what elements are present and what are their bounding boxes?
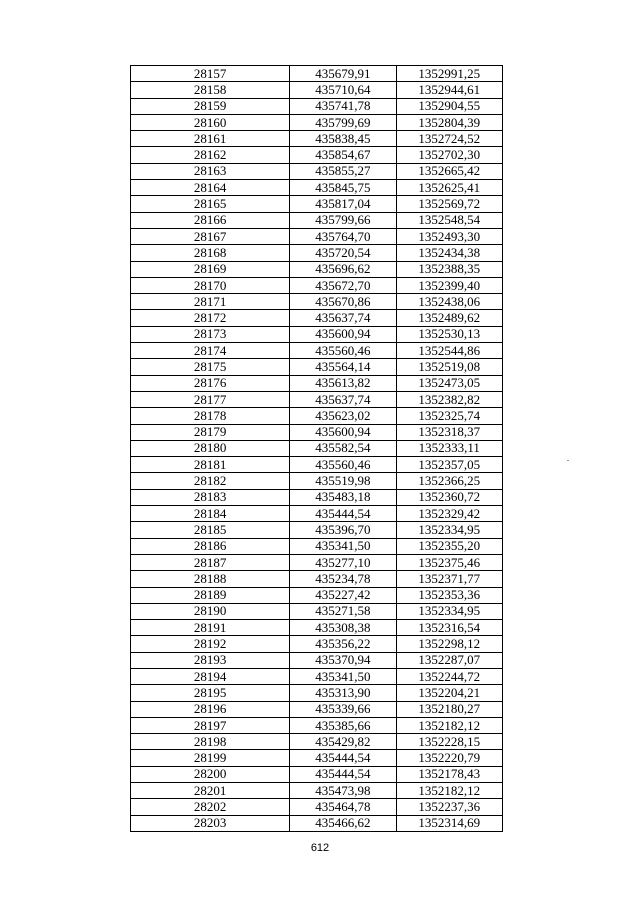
- table-row: [131, 668, 503, 684]
- table-row: [131, 261, 503, 277]
- page-number: 612: [310, 842, 330, 854]
- x-coordinate-cell: 435313,90: [290, 685, 396, 701]
- x-coordinate-cell: 435799,69: [290, 114, 396, 130]
- point-id-cell: 28157: [131, 66, 290, 82]
- scan-speck: [567, 460, 569, 461]
- y-coordinate-cell: 1352493,30: [396, 228, 502, 244]
- table-row: [131, 571, 503, 587]
- x-coordinate-cell: 435271,58: [290, 603, 396, 619]
- y-coordinate-cell: 1352904,55: [396, 98, 502, 114]
- x-coordinate-cell: 435385,66: [290, 717, 396, 733]
- table-row: [131, 489, 503, 505]
- table-row: [131, 66, 503, 82]
- x-coordinate-cell: 435799,66: [290, 212, 396, 228]
- table-row: [131, 294, 503, 310]
- y-coordinate-cell: 1352473,05: [396, 375, 502, 391]
- point-id-cell: 28191: [131, 620, 290, 636]
- y-coordinate-cell: 1352804,39: [396, 114, 502, 130]
- y-coordinate-cell: 1352334,95: [396, 522, 502, 538]
- y-coordinate-cell: 1352371,77: [396, 571, 502, 587]
- point-id-cell: 28188: [131, 571, 290, 587]
- y-coordinate-cell: 1352489,62: [396, 310, 502, 326]
- x-coordinate-cell: 435277,10: [290, 554, 396, 570]
- table-row: [131, 522, 503, 538]
- point-id-cell: 28167: [131, 228, 290, 244]
- y-coordinate-cell: 1352388,35: [396, 261, 502, 277]
- point-id-cell: 28158: [131, 82, 290, 98]
- point-id-cell: 28163: [131, 163, 290, 179]
- y-coordinate-cell: 1352382,82: [396, 391, 502, 407]
- table-row: [131, 245, 503, 261]
- point-id-cell: 28189: [131, 587, 290, 603]
- x-coordinate-cell: 435370,94: [290, 652, 396, 668]
- point-id-cell: 28182: [131, 473, 290, 489]
- point-id-cell: 28187: [131, 554, 290, 570]
- table-row: [131, 783, 503, 799]
- x-coordinate-cell: 435560,46: [290, 457, 396, 473]
- x-coordinate-cell: 435613,82: [290, 375, 396, 391]
- x-coordinate-cell: 435429,82: [290, 734, 396, 750]
- y-coordinate-cell: 1352569,72: [396, 196, 502, 212]
- y-coordinate-cell: 1352665,42: [396, 163, 502, 179]
- point-id-cell: 28202: [131, 799, 290, 815]
- y-coordinate-cell: 1352366,25: [396, 473, 502, 489]
- x-coordinate-cell: 435637,74: [290, 310, 396, 326]
- point-id-cell: 28190: [131, 603, 290, 619]
- point-id-cell: 28162: [131, 147, 290, 163]
- table-row: [131, 750, 503, 766]
- table-row: [131, 620, 503, 636]
- y-coordinate-cell: 1352702,30: [396, 147, 502, 163]
- y-coordinate-cell: 1352548,54: [396, 212, 502, 228]
- y-coordinate-cell: 1352178,43: [396, 766, 502, 782]
- y-coordinate-cell: 1352530,13: [396, 326, 502, 342]
- x-coordinate-cell: 435234,78: [290, 571, 396, 587]
- x-coordinate-cell: 435764,70: [290, 228, 396, 244]
- y-coordinate-cell: 1352180,27: [396, 701, 502, 717]
- y-coordinate-cell: 1352325,74: [396, 408, 502, 424]
- table-row: [131, 196, 503, 212]
- table-row: [131, 131, 503, 147]
- y-coordinate-cell: 1352724,52: [396, 131, 502, 147]
- table-row: [131, 391, 503, 407]
- table-row: [131, 440, 503, 456]
- table-row: [131, 506, 503, 522]
- x-coordinate-cell: 435308,38: [290, 620, 396, 636]
- x-coordinate-cell: 435637,74: [290, 391, 396, 407]
- point-id-cell: 28175: [131, 359, 290, 375]
- table-row: [131, 554, 503, 570]
- y-coordinate-cell: 1352544,86: [396, 343, 502, 359]
- point-id-cell: 28165: [131, 196, 290, 212]
- table-row: [131, 326, 503, 342]
- x-coordinate-cell: 435227,42: [290, 587, 396, 603]
- y-coordinate-cell: 1352182,12: [396, 717, 502, 733]
- x-coordinate-cell: 435855,27: [290, 163, 396, 179]
- table-row: [131, 310, 503, 326]
- coordinates-table: [130, 65, 503, 832]
- y-coordinate-cell: 1352228,15: [396, 734, 502, 750]
- point-id-cell: 28171: [131, 294, 290, 310]
- x-coordinate-cell: 435741,78: [290, 98, 396, 114]
- y-coordinate-cell: 1352357,05: [396, 457, 502, 473]
- x-coordinate-cell: 435696,62: [290, 261, 396, 277]
- point-id-cell: 28161: [131, 131, 290, 147]
- point-id-cell: 28160: [131, 114, 290, 130]
- y-coordinate-cell: 1352316,54: [396, 620, 502, 636]
- table-row: [131, 147, 503, 163]
- table-row: [131, 734, 503, 750]
- x-coordinate-cell: 435341,50: [290, 538, 396, 554]
- y-coordinate-cell: 1352220,79: [396, 750, 502, 766]
- point-id-cell: 28179: [131, 424, 290, 440]
- x-coordinate-cell: 435817,04: [290, 196, 396, 212]
- y-coordinate-cell: 1352182,12: [396, 783, 502, 799]
- x-coordinate-cell: 435483,18: [290, 489, 396, 505]
- point-id-cell: 28203: [131, 815, 290, 831]
- point-id-cell: 28184: [131, 506, 290, 522]
- point-id-cell: 28195: [131, 685, 290, 701]
- point-id-cell: 28168: [131, 245, 290, 261]
- table-row: [131, 652, 503, 668]
- y-coordinate-cell: 1352434,38: [396, 245, 502, 261]
- point-id-cell: 28185: [131, 522, 290, 538]
- x-coordinate-cell: 435720,54: [290, 245, 396, 261]
- table-row: [131, 685, 503, 701]
- x-coordinate-cell: 435672,70: [290, 277, 396, 293]
- table-row: [131, 636, 503, 652]
- table-row: [131, 343, 503, 359]
- point-id-cell: 28186: [131, 538, 290, 554]
- x-coordinate-cell: 435519,98: [290, 473, 396, 489]
- point-id-cell: 28169: [131, 261, 290, 277]
- point-id-cell: 28166: [131, 212, 290, 228]
- table-row: [131, 815, 503, 831]
- table-row: [131, 457, 503, 473]
- y-coordinate-cell: 1352237,36: [396, 799, 502, 815]
- point-id-cell: 28200: [131, 766, 290, 782]
- table-row: [131, 277, 503, 293]
- y-coordinate-cell: 1352944,61: [396, 82, 502, 98]
- table-row: [131, 163, 503, 179]
- x-coordinate-cell: 435473,98: [290, 783, 396, 799]
- table-row: [131, 212, 503, 228]
- table-row: [131, 424, 503, 440]
- x-coordinate-cell: 435444,54: [290, 506, 396, 522]
- table-row: [131, 766, 503, 782]
- x-coordinate-cell: 435464,78: [290, 799, 396, 815]
- point-id-cell: 28199: [131, 750, 290, 766]
- x-coordinate-cell: 435564,14: [290, 359, 396, 375]
- point-id-cell: 28170: [131, 277, 290, 293]
- y-coordinate-cell: 1352333,11: [396, 440, 502, 456]
- y-coordinate-cell: 1352334,95: [396, 603, 502, 619]
- table-row: [131, 473, 503, 489]
- table-row: [131, 98, 503, 114]
- point-id-cell: 28173: [131, 326, 290, 342]
- table-row: [131, 587, 503, 603]
- x-coordinate-cell: 435670,86: [290, 294, 396, 310]
- x-coordinate-cell: 435854,67: [290, 147, 396, 163]
- point-id-cell: 28193: [131, 652, 290, 668]
- x-coordinate-cell: 435845,75: [290, 180, 396, 196]
- coordinates-table-body: [131, 66, 503, 832]
- table-row: [131, 408, 503, 424]
- y-coordinate-cell: 1352329,42: [396, 506, 502, 522]
- table-row: [131, 228, 503, 244]
- table-row: [131, 114, 503, 130]
- x-coordinate-cell: 435600,94: [290, 326, 396, 342]
- x-coordinate-cell: 435356,22: [290, 636, 396, 652]
- x-coordinate-cell: 435600,94: [290, 424, 396, 440]
- point-id-cell: 28201: [131, 783, 290, 799]
- point-id-cell: 28178: [131, 408, 290, 424]
- x-coordinate-cell: 435679,91: [290, 66, 396, 82]
- table-row: [131, 538, 503, 554]
- y-coordinate-cell: 1352318,37: [396, 424, 502, 440]
- y-coordinate-cell: 1352399,40: [396, 277, 502, 293]
- point-id-cell: 28192: [131, 636, 290, 652]
- y-coordinate-cell: 1352519,08: [396, 359, 502, 375]
- y-coordinate-cell: 1352355,20: [396, 538, 502, 554]
- point-id-cell: 28197: [131, 717, 290, 733]
- point-id-cell: 28174: [131, 343, 290, 359]
- y-coordinate-cell: 1352375,46: [396, 554, 502, 570]
- x-coordinate-cell: 435623,02: [290, 408, 396, 424]
- x-coordinate-cell: 435339,66: [290, 701, 396, 717]
- point-id-cell: 28198: [131, 734, 290, 750]
- y-coordinate-cell: 1352298,12: [396, 636, 502, 652]
- y-coordinate-cell: 1352360,72: [396, 489, 502, 505]
- point-id-cell: 28196: [131, 701, 290, 717]
- point-id-cell: 28194: [131, 668, 290, 684]
- table-row: [131, 717, 503, 733]
- y-coordinate-cell: 1352204,21: [396, 685, 502, 701]
- table-row: [131, 180, 503, 196]
- x-coordinate-cell: 435710,64: [290, 82, 396, 98]
- point-id-cell: 28180: [131, 440, 290, 456]
- x-coordinate-cell: 435341,50: [290, 668, 396, 684]
- y-coordinate-cell: 1352625,41: [396, 180, 502, 196]
- x-coordinate-cell: 435838,45: [290, 131, 396, 147]
- x-coordinate-cell: 435582,54: [290, 440, 396, 456]
- table-row: [131, 701, 503, 717]
- table-row: [131, 82, 503, 98]
- y-coordinate-cell: 1352991,25: [396, 66, 502, 82]
- table-row: [131, 359, 503, 375]
- point-id-cell: 28159: [131, 98, 290, 114]
- y-coordinate-cell: 1352353,36: [396, 587, 502, 603]
- y-coordinate-cell: 1352287,07: [396, 652, 502, 668]
- point-id-cell: 28177: [131, 391, 290, 407]
- table-row: [131, 799, 503, 815]
- table-row: [131, 603, 503, 619]
- y-coordinate-cell: 1352314,69: [396, 815, 502, 831]
- x-coordinate-cell: 435444,54: [290, 766, 396, 782]
- x-coordinate-cell: 435444,54: [290, 750, 396, 766]
- y-coordinate-cell: 1352438,06: [396, 294, 502, 310]
- y-coordinate-cell: 1352244,72: [396, 668, 502, 684]
- point-id-cell: 28181: [131, 457, 290, 473]
- x-coordinate-cell: 435560,46: [290, 343, 396, 359]
- point-id-cell: 28172: [131, 310, 290, 326]
- x-coordinate-cell: 435396,70: [290, 522, 396, 538]
- point-id-cell: 28164: [131, 180, 290, 196]
- point-id-cell: 28183: [131, 489, 290, 505]
- x-coordinate-cell: 435466,62: [290, 815, 396, 831]
- point-id-cell: 28176: [131, 375, 290, 391]
- table-row: [131, 375, 503, 391]
